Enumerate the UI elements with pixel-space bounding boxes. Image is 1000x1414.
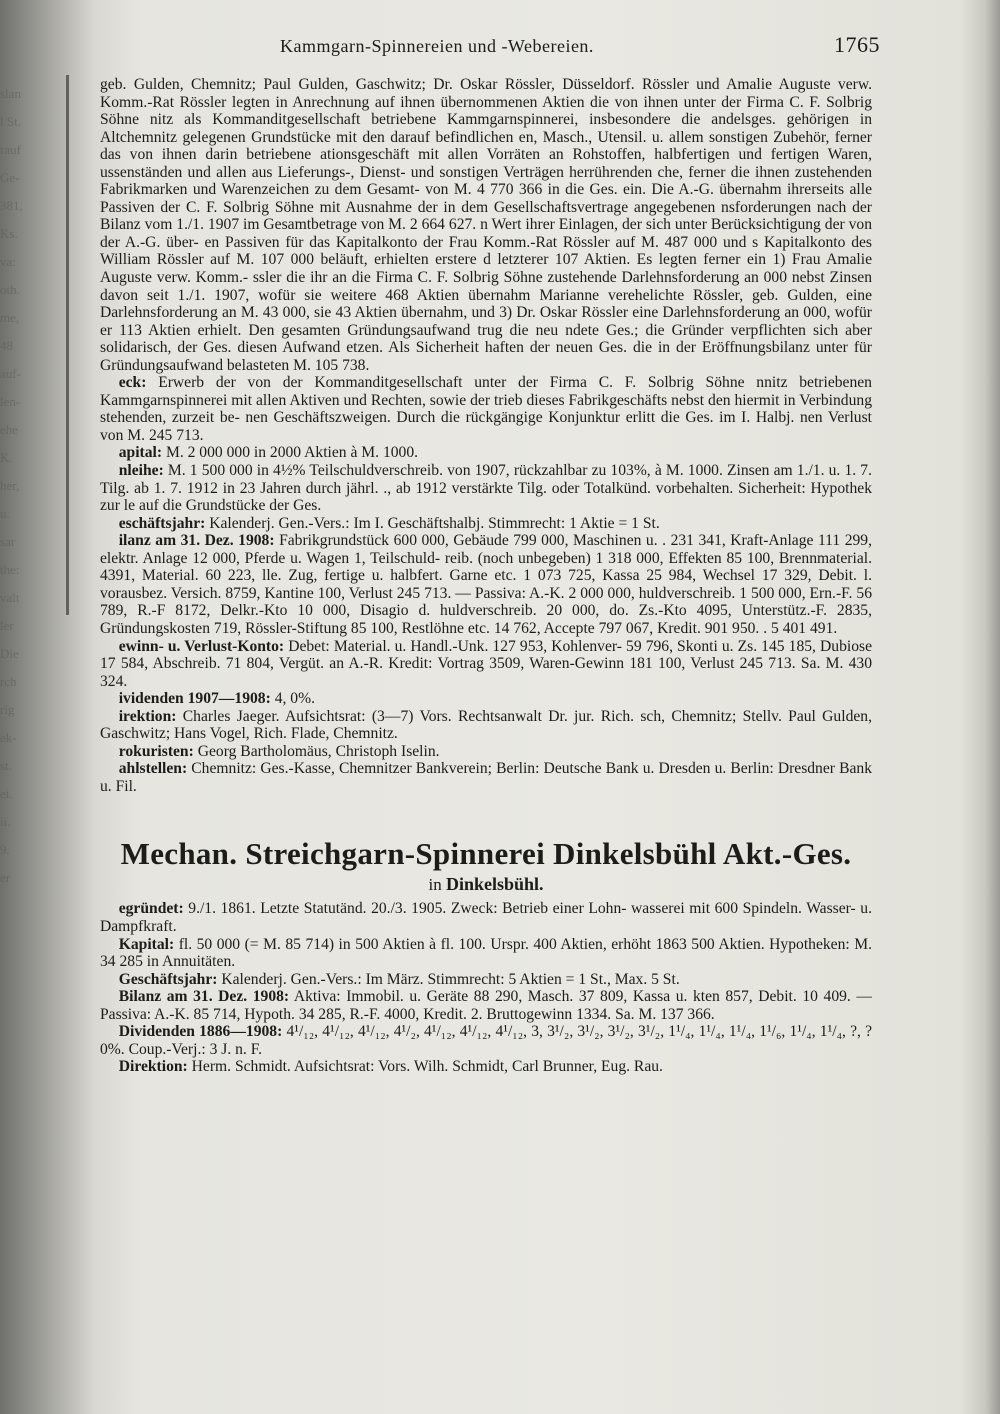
margin-fragment: len- — [0, 394, 21, 409]
section-text: Kalenderj. Gen.-Vers.: Im März. Stimmrecht: 5 Aktien = 1 St., Max. 5 St. — [221, 970, 680, 988]
margin-fragment: ii. — [0, 814, 11, 829]
section-text: 4¹/₁₂, 4¹/₁₂, 4¹/₁₂, 4¹/₂, 4¹/₁₂, 4¹/₁₂, 4¹/₁₂, 3, 3¹/₂, 3¹/₂, 3¹/₂, 3¹/₂, 1¹/₄, 1¹/₄, 1¹/₄, 1¹/₆, 1¹/₄, 1¹/₄, ?, ? 0%. Coup.-Verj.: 3 J. n. F. — [100, 1023, 872, 1058]
margin-fragment: Ge- — [0, 170, 20, 185]
page-number: 1765 — [834, 32, 880, 57]
article-kammgarn — [100, 76, 872, 795]
article-title: Mechan. Streichgarn-Spinnerei Dinkelsbühl Akt.-Ges. — [120, 836, 852, 872]
margin-fragment: rauf — [0, 142, 21, 157]
section-text: Aktiva: Immobil. u. Geräte 88 290, Masch. 37 809, Kassa u. kten 857, Debit. 10 409. — Passiva: A.-K. 85 714, Hypoth. 34 285, R.-F. 4000, Kredit. 2. Bruttogewinn 1334. Sa. M. 137 366. — [100, 988, 872, 1023]
section-entry — [100, 462, 872, 515]
margin-fragment: u. — [0, 506, 10, 521]
section-text: Herm. Schmidt. Aufsichtsrat: Vors. Wilh. Schmidt, Carl Brunner, Eug. Rau. — [191, 1058, 663, 1076]
section-entry — [100, 1023, 872, 1058]
section-entry — [100, 988, 872, 1023]
section-label: eck: — [118, 374, 147, 392]
section-label: ividenden 1907—1908: — [118, 690, 271, 708]
section-text: fl. 50 000 (= M. 85 714) in 500 Aktien à fl. 100. Urspr. 400 Aktien, erhöht 1863 500 Aktien. Hypotheken: M. 34 285 in Annuitäten. — [100, 935, 872, 971]
article-paragraph: geb. Gulden, Chemnitz; Paul Gulden, Gaschwitz; Dr. Oskar Rössler, Düsseldorf. Rössler und Amalie Auguste verw. Komm.-Rat Rössler legten in Anrechnung auf ihnen übernommenen Aktien die von ihnen unter der Firma C. F. Solbrig Söhne nitz als Kommanditgesellschaft betriebene Kammgarnspinnerei, insbesondere die andelsges. gehörigen in Altchemnitz gelegenen Grundstücke mit den darauf befindlichen en, Masch., Utensil. u. allem sonstigen Zubehör, ferner das von ihnen darin betriebene ationsgeschäft mit allen Vorräten an Rohstoffen, halbfertigen und fertigen Waren, ussenständen und allen aus Lieferungs-, Dienst- und sonstigen Verträgen herrührenden che, ferner die ihnen zustehenden Fabrikmarken und Warenzeichen zu dem Gesamt- von M. 4 770 366 in die Ges. ein. Die A.-G. übernahm ihrerseits alle Passiven der C. F. Solbrig Söhne mit Ausnahme der in dem Gesellschaftsvertrage angegebenen nsforderungen nach der Bilanz vom 1./1. 1907 im Gesamtbetrage von M. 2 664 627. n Wert ihrer Einlagen, der sich unter Berücksichtigung der von der A.-G. über- en Passiven für das Kapitalkonto der Frau Komm.-Rat Rössler auf M. 487 000 und s Kapitalkonto des William Rössler auf M. 107 000 beläuft, erhielten erstere d letzterer 107 Aktien. Es legten ferner ein 1) Frau Amalie Auguste verw. Komm.- ssler die ihr an die Firma C. F. Solbrig Söhne zustehende Darlehnsforderung an 000 nebst Zinsen davon seit 1./1. 1907, wofür sie weitere 468 Aktien übernahm Marianne verehelichte Rössler, geb. Gulden, eine Darlehnsforderung an M. 43 000, sie 43 Aktien übernahm, und 3) Dr. Oskar Rössler eine Darlehnsforderung an 000, wofür er 113 Aktien erhielt. Den gesamten Gründungsaufwand trug die neu ndete Ges.; die Gründer verpflichten sich aber solidarisch, der Ges. diesen Aufwand etzen. Als Sicherheit haften der neuen Ges. die in der Eröffnungsbilanz unter für Gründungsaufwand belasteten M. 105 738. — [100, 76, 872, 374]
margin-fragment: Ks. — [0, 226, 18, 241]
section-entry — [100, 374, 872, 444]
section-text: M. 1 500 000 in 4½% Teilschuldverschreib. von 1907, rückzahlbar zu 103%, à M. 1000. Zinsen am 1./1. u. 1. 7. Tilg. ab 1. 7. 1912 in 23 Jahren durch jährl. ., ab 1912 verstärkte Tilg. oder Totalkünd. vorbehalten. Sicherheit: Hypothek zur le auf die Grundstücke der Ges. — [100, 462, 872, 515]
running-header — [100, 32, 880, 60]
margin-fragment: ler — [0, 618, 14, 633]
section-label: irektion: — [118, 707, 177, 725]
margin-fragment: 381, — [0, 198, 23, 213]
section-text: Georg Bartholomäus, Christoph Iselin. — [197, 742, 440, 760]
section-label: ahlstellen: — [118, 760, 188, 778]
section-label: apital: — [118, 444, 163, 462]
section-label: eschäftsjahr: — [118, 514, 206, 532]
section-label: Direktion: — [118, 1058, 188, 1076]
margin-fragment: 48 — [0, 338, 13, 353]
margin-fragment: va: — [0, 254, 16, 269]
page-body — [100, 76, 872, 1076]
section-label: Bilanz am 31. Dez. 1908: — [118, 988, 290, 1006]
section-text: Erwerb der von der Kommanditgesellschaft unter der Firma C. F. Solbrig Söhne nnitz betriebenen Kammgarnspinnerei mit allen Aktiven und Rechten, sowie der trieb dieses Fabrikgeschäfts nebst den hiermit in Verbindung stehenden, zurzeit be- nen Geschäftszweigen. Durch die rückgängige Konjunktur erlitt die Ges. im I. Halbj. nen Verlust von M. 245 713. — [100, 374, 872, 444]
margin-fragment: Die — [0, 646, 19, 661]
section-label: rokuristen: — [118, 742, 194, 760]
section-label: ewinn- u. Verlust-Konto: — [118, 637, 285, 655]
subtitle-place: Dinkelsbühl. — [445, 874, 544, 895]
section-label: Dividenden 1886—1908: — [118, 1023, 283, 1041]
margin-fragment: K. — [0, 450, 13, 465]
section-text: Charles Jaeger. Aufsichtsrat: (3—7) Vors. Rechtsanwalt Dr. jur. Rich. sch, Chemnitz; Stellv. Paul Gulden, Gaschwitz; Hans Vogel, Rich. Flade, Chemnitz. — [100, 707, 872, 743]
margin-fragment: er — [0, 870, 11, 885]
margin-fragment: ek- — [0, 730, 17, 745]
section-label: egründet: — [118, 900, 184, 918]
article-dinkelsbuehl — [100, 835, 872, 1075]
margin-fragment: sar — [0, 534, 16, 549]
section-entry — [100, 638, 872, 691]
section-text: Kalenderj. Gen.-Vers.: Im I. Geschäftshalbj. Stimmrecht: 1 Aktie = 1 St. — [209, 514, 660, 532]
section-entry — [100, 936, 872, 971]
section-entry — [100, 515, 872, 533]
section-entry — [100, 900, 872, 935]
binding-edge-line — [66, 75, 69, 615]
article-sections — [100, 900, 872, 1075]
margin-fragment: ei. — [0, 786, 13, 801]
subtitle-prefix: in — [428, 875, 442, 895]
article-subtitle — [100, 873, 872, 896]
margin-fragment: st. — [0, 758, 12, 773]
running-title: Kammgarn-Spinnereien und -Webereien. — [280, 36, 594, 56]
margin-fragment: her, — [0, 478, 20, 493]
margin-fragment: l St. — [0, 114, 21, 129]
margin-fragment: me, — [0, 310, 20, 325]
section-entry — [100, 760, 872, 795]
section-label: Kapital: — [118, 935, 175, 953]
section-label: nleihe: — [118, 462, 164, 480]
margin-fragment: rig — [0, 702, 15, 717]
section-label: ilanz am 31. Dez. 1908: — [118, 532, 275, 550]
adjacent-page-margin — [0, 80, 70, 940]
margin-fragment: rch — [0, 674, 17, 689]
margin-fragment: oth. — [0, 282, 20, 297]
section-entry — [100, 690, 872, 708]
margin-fragment: auf- — [0, 366, 21, 381]
article-sections — [100, 374, 872, 795]
section-entry — [100, 444, 872, 462]
section-entry — [100, 532, 872, 637]
section-text: 9./1. 1861. Letzte Statutänd. 20./3. 1905. Zweck: Betrieb einer Lohn- wasserei mit 600 Spindeln. Wasser- u. Dampfkraft. — [100, 900, 872, 935]
margin-fragment: valt — [0, 590, 20, 605]
section-text: Chemnitz: Ges.-Kasse, Chemnitzer Bankverein; Berlin: Deutsche Bank u. Dresden u. Berlin: Dresdner Bank u. Fil. — [100, 760, 873, 795]
margin-fragment: slan — [0, 86, 21, 101]
section-label: Geschäftsjahr: — [118, 970, 218, 988]
section-text: M. 2 000 000 in 2000 Aktien à M. 1000. — [165, 444, 419, 462]
margin-fragment: 9. — [0, 842, 10, 857]
section-text: 4, 0%. — [274, 690, 315, 708]
section-text: Fabrikgrundstück 600 000, Gebäude 799 000, Maschinen u. . 231 341, Kraft-Anlage 111 299, elektr. Anlage 12 000, Pferde u. Wagen 1, Teilschuld- reib. (noch unbegeben) 1 318 000, Effekten 85 100, Brennmaterial. 4391, Material. 60 223, lle. Zug, fertige u. halbfert. Garne etc. 1 073 725, Kassa 25 984, Wechsel 17 329, Debit. l. vorausbez. Versich. 8759, Kantine 100, Verlust 245 713. — Passiva: A.-K. 2 000 000, huldverschreib. 1 500 000, Ern.-F. 56 789, R.-F 8172, Delkr.-Kto 10 000, Disagio d. huldverschreib. 20 000, do. Zs.-Kto 4095, Unterstütz.-F. 2835, Gründungskosten 719, Rössler-Stiftung 85 100, Restlöhne etc. 14 762, Accepte 797 067, Kredit. 901 950. . 5 401 491. — [100, 532, 872, 637]
margin-fragment: the: — [0, 562, 20, 577]
section-entry — [100, 708, 872, 743]
margin-fragment: ehe — [0, 422, 19, 437]
section-entry — [100, 971, 872, 989]
section-text: Debet: Material. u. Handl.-Unk. 127 953, Kohlenver- 59 796, Skonti u. Zs. 145 185, Dubiose 17 584, Abschreib. 71 804, Vergüt. an A.-R. Kredit: Vortrag 3509, Waren-Gewinn 181 100, Verlust 245 713. Sa. M. 430 324. — [100, 637, 872, 690]
section-entry — [100, 743, 872, 761]
section-entry — [100, 1058, 872, 1076]
